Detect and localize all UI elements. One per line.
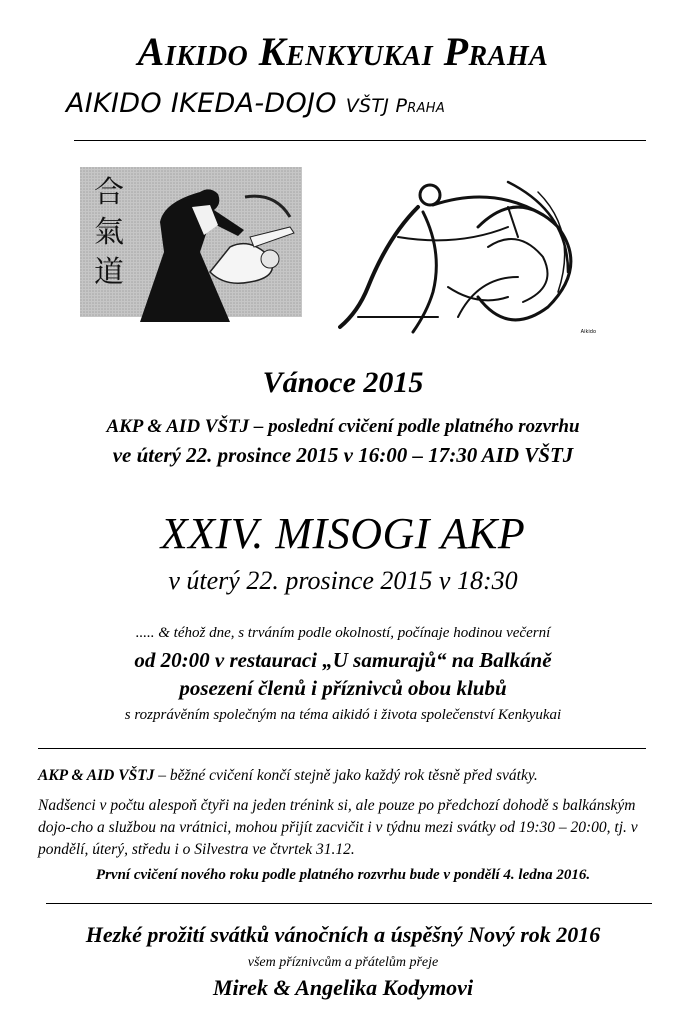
- closing-recipients: všem příznivcům a přátelům přeje: [247, 955, 439, 970]
- aikido-throw-image: [80, 167, 302, 333]
- notice-clubs: AKP & AID VŠTJ: [38, 767, 155, 784]
- christmas-heading: Vánoce 2015: [262, 366, 424, 399]
- notice-paragraph-1: [38, 765, 658, 787]
- notice-p1-text: – běžné cvičení končí stejně jako každý rok těsně před svátky.: [154, 767, 538, 784]
- misogi-date: v úterý 22. prosince 2015 v 18:30: [168, 566, 518, 595]
- aikido-sketch-image: [338, 167, 600, 333]
- aikido-calligraphy: 合氣道: [94, 175, 124, 290]
- misogi-topic: s rozprávěním společným na téma aikidó i života společenství Kenkyukai: [124, 707, 562, 723]
- page-subtitle: [66, 88, 445, 119]
- subtitle-small: VŠTJ Praha: [345, 95, 446, 117]
- misogi-venue: od 20:00 v restauraci „U samurajů“ na Balkáně: [134, 648, 552, 672]
- closing-wish: Hezké prožití svátků vánočních a úspěšný Nový rok 2016: [85, 922, 601, 947]
- notice-divider-bottom: [46, 903, 652, 904]
- misogi-heading: XXIV. MISOGI AKP: [160, 509, 526, 558]
- page-title: Aikido Kenkyukai Praha: [137, 29, 549, 74]
- notice-paragraph-2: Nadšenci v počtu alespoň čtyři na jeden trénink si, ale pouze po předchozí dohodě s balkánským dojo-cho a službou na vrátnici, mohou přijít zacvičit i v týdnu mezi svátky od 19:30 – 20:00, tj. v pondělí, úterý, středu i o Silvestra ve čtvrtek 31.12.: [38, 797, 638, 858]
- subtitle-main: AIKIDO IKEDA-DOJO: [66, 88, 337, 119]
- misogi-gathering: posezení členů i příznivců obou klubů: [179, 676, 507, 700]
- misogi-intro: ..... & téhož dne, s trváním podle okolností, počínaje hodinou večerní: [135, 625, 551, 641]
- notice-paragraph-3: První cvičení nového roku podle platného rozvrhu bude v pondělí 4. ledna 2016.: [95, 867, 591, 883]
- christmas-line-1: AKP & AID VŠTJ – poslední cvičení podle platného rozvrhu: [106, 416, 580, 437]
- sketch-caption: Aikido: [580, 329, 596, 335]
- notice-divider-top: [38, 748, 646, 749]
- header-divider: [74, 140, 646, 141]
- christmas-line-2: ve úterý 22. prosince 2015 v 16:00 – 17:30 AID VŠTJ: [112, 443, 574, 467]
- signature: Mirek & Angelika Kodymovi: [212, 975, 474, 1000]
